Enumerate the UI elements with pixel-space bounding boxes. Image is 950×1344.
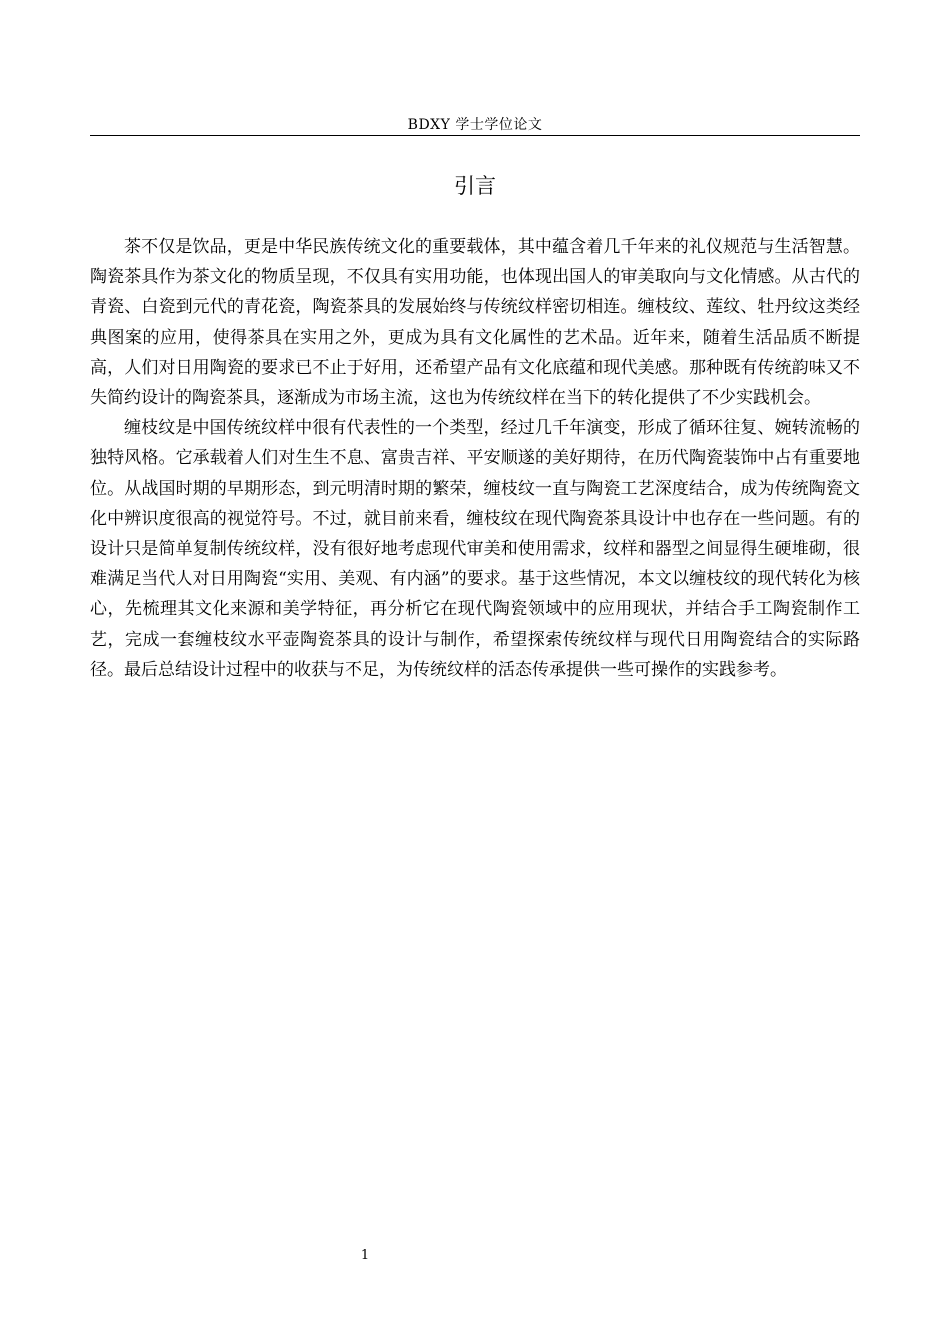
page-number: 1: [360, 1248, 370, 1263]
body-text: [90, 232, 860, 685]
paragraph-2: 缠枝纹是中国传统纹样中很有代表性的一个类型，经过几千年演变，形成了循环往复、婉转流畅的独特风格。它承载着人们对生生不息、富贵吉祥、平安顺遂的美好期待，在历代陶瓷装饰中占有重要地位。从战国时期的早期形态，到元明清时期的繁荣，缠枝纹一直与陶瓷工艺深度结合，成为传统陶瓷文化中辨识度很高的视觉符号。不过，就目前来看，缠枝纹在现代陶瓷茶具设计中也存在一些问题。有的设计只是简单复制传统纹样，没有很好地考虑现代审美和使用需求，纹样和器型之间显得生硬堆砌，很难满足当代人对日用陶瓷“实用、美观、有内涵”的要求。基于这些情况，本文以缠枝纹的现代转化为核心，先梳理其文化来源和美学特征，再分析它在现代陶瓷领域中的应用现状，并结合手工陶瓷制作工艺，完成一套缠枝纹水平壶陶瓷茶具的设计与制作，希望探索传统纹样与现代日用陶瓷结合的实际路径。最后总结设计过程中的收获与不足，为传统纹样的活态传承提供一些可操作的实践参考。: [90, 418, 860, 680]
paragraph-1: 茶不仅是饮品，更是中华民族传统文化的重要载体，其中蕴含着几千年来的礼仪规范与生活智慧。陶瓷茶具作为茶文化的物质呈现，不仅具有实用功能，也体现出国人的审美取向与文化情感。从古代的青瓷、白瓷到元代的青花瓷，陶瓷茶具的发展始终与传统纹样密切相连。缠枝纹、莲纹、牡丹纹这类经典图案的应用，使得茶具在实用之外，更成为具有文化属性的艺术品。近年来，随着生活品质不断提高，人们对日用陶瓷的要求已不止于好用，还希望产品有文化底蕴和现代美感。那种既有传统韵味又不失简约设计的陶瓷茶具，逐渐成为市场主流，这也为传统纹样在当下的转化提供了不少实践机会。: [90, 237, 860, 409]
header-rule: [90, 135, 860, 136]
running-header: BDXY 学士学位论文: [407, 117, 543, 133]
section-title: 引言: [454, 174, 496, 198]
